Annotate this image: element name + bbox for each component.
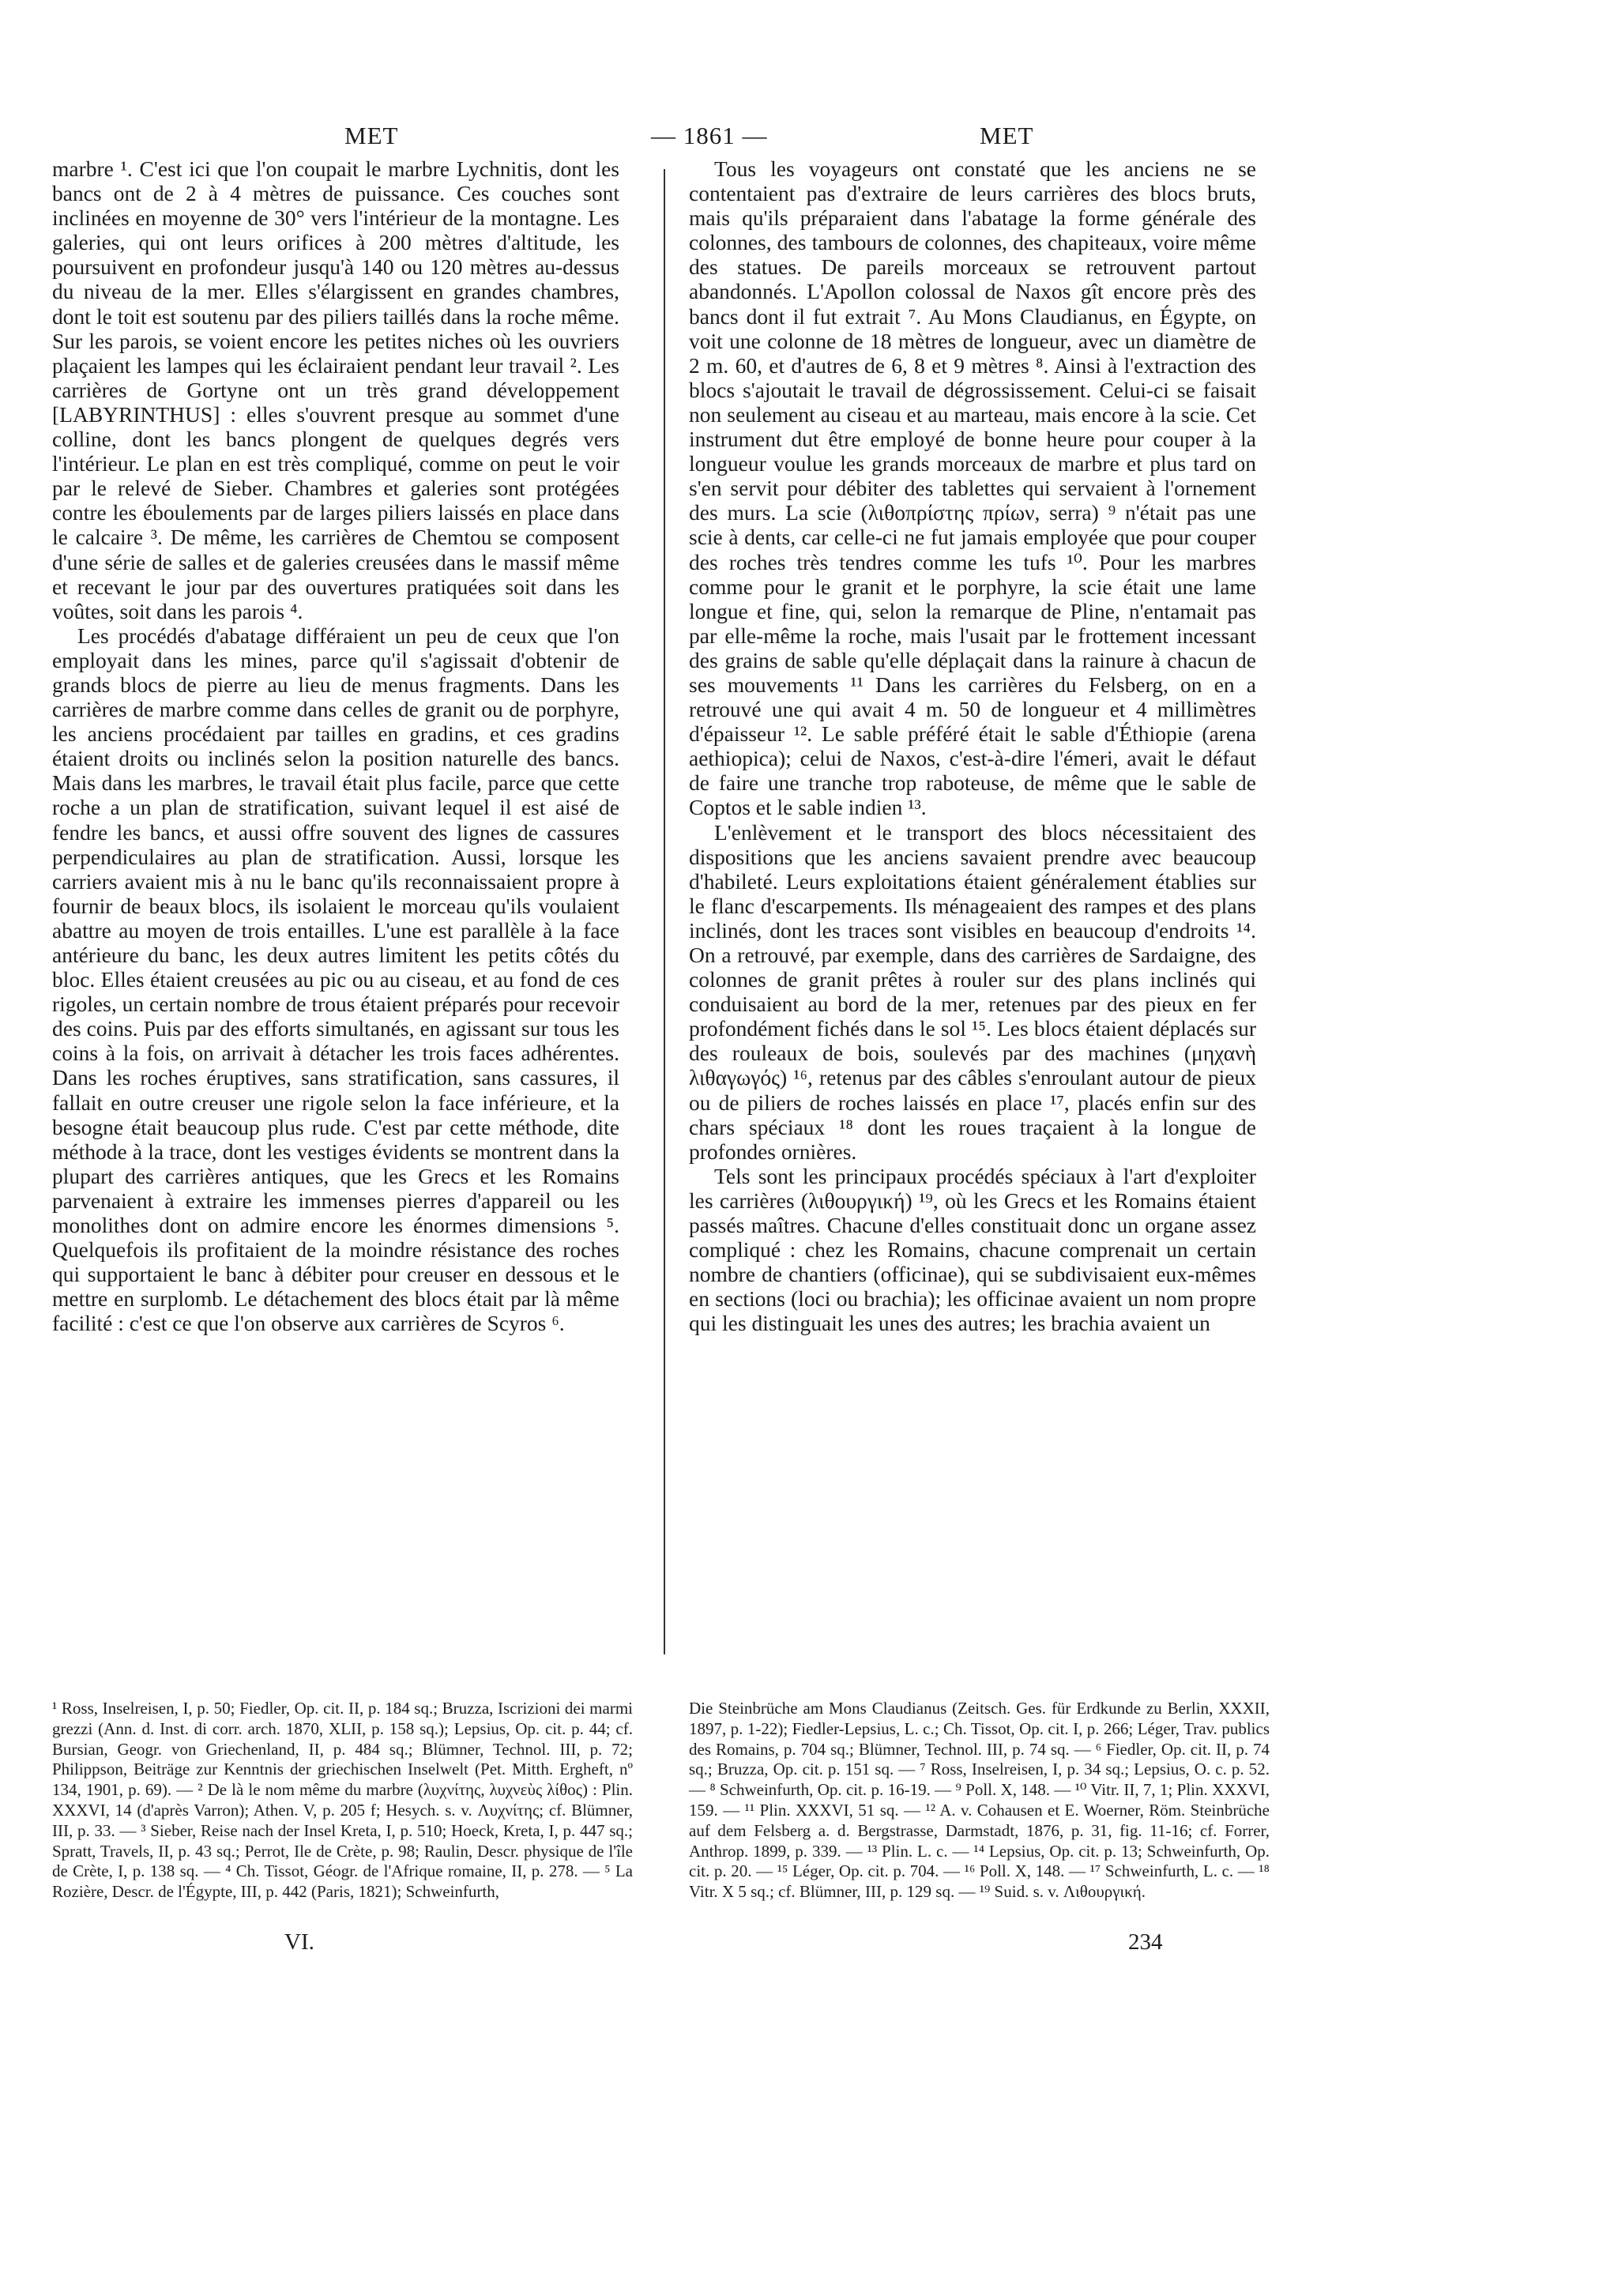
signature-mark: VI.	[284, 1929, 314, 1955]
running-header	[52, 122, 1267, 156]
right-paragraph-1: Tous les voyageurs ont constaté que les anciens ne se contentaient pas d'extraire de leurs carrières des blocs bruts, mais qu'ils préparaient dans l'abatage la forme générale des colonnes, des tambours de colonnes, des chapiteaux, voire même des statues. De pareils morceaux se retrouvent partout abandonnés. L'Apollon colossal de Naxos gît encore près des bancs dont il fut extrait ⁷. Au Mons Claudianus, en Égypte, on voit une colonne de 18 mètres de longueur, avec un diamètre de 2 m. 60, et d'autres de 6, 8 et 9 mètres ⁸. Ainsi à l'extraction des blocs s'ajoutait le travail de dégrossissement. Celui-ci se faisait non seulement au ciseau et au marteau, mais encore à la scie. Cet instrument dut être employé de bonne heure pour couper à la longueur voulue les grands morceaux de marbre et plus tard on s'en servit pour débiter des tablettes qui servaient à l'ornement des murs. La scie (λιθοπρίστης πρίων, serra) ⁹ n'était pas une scie à dents, car celle-ci ne fut jamais employée que pour couper des roches très tendres comme les tufs ¹⁰. Pour les marbres comme pour le granit et le porphyre, la scie était une lame longue et fine, qui, selon la remarque de Pline, n'entamait pas par elle-même la roche, mais l'usait par le frottement incessant des grains de sable qu'elle déplaçait dans la rainure à chacun de ses mouvements ¹¹ Dans les carrières du Felsberg, on en a retrouvé une qui avait 4 m. 50 de longueur et 4 millimètres d'épaisseur ¹². Le sable préféré était le sable d'Éthiopie (arena aethiopica); celui de Naxos, c'est-à-dire l'émeri, avait le défaut de faire une tranche trop raboteuse, de même que le sable de Coptos et le sable indien ¹³.	[689, 156, 1256, 820]
right-column	[689, 156, 1256, 1336]
footnotes-right: Die Steinbrüche am Mons Claudianus (Zeitsch. Ges. für Erdkunde zu Berlin, XXXII, 1897, p. 1-22); Fiedler-Lepsius, L. c.; Ch. Tissot, Op. cit. I, p. 266; Léger, Trav. publics des Romains, p. 704 sq.; Blümner, Technol. III, p. 74 sq. — ⁶ Fiedler, Op. cit. II, p. 74 sq.; Bruzza, Op. cit. p. 151 sq. — ⁷ Ross, Inselreisen, I, p. 34 sq.; Lepsius, O. c. p. 52. — ⁸ Schweinfurth, Op. cit. p. 16-19. — ⁹ Poll. X, 148. — ¹⁰ Vitr. II, 7, 1; Plin. XXXVI, 159. — ¹¹ Plin. XXXVI, 51 sq. — ¹² A. v. Cohausen et E. Woerner, Röm. Steinbrüche auf dem Felsberg a. d. Bergstrasse, Darmstadt, 1876, p. 31, fig. 11-16; cf. Forrer, Anthrop. 1899, p. 339. — ¹³ Plin. L. c. — ¹⁴ Lepsius, Op. cit. p. 13; Schweinfurth, Op. cit. p. 20. — ¹⁵ Léger, Op. cit. p. 704. — ¹⁶ Poll. X, 148. — ¹⁷ Schweinfurth, L. c. — ¹⁸ Vitr. X 5 sq.; cf. Blümner, III, p. 129 sq. — ¹⁹ Suid. s. v. Λιθουργική.	[689, 1699, 1270, 1902]
header-right-title: MET	[980, 122, 1034, 149]
right-paragraph-2: L'enlèvement et le transport des blocs nécessitaient des dispositions que les anciens savaient prendre avec beaucoup d'habileté. Leurs exploitations étaient généralement établies sur le flanc d'escarpements. Ils ménageaient des rampes et des plans inclinés, dont les traces sont visibles en beaucoup d'endroits ¹⁴. On a retrouvé, par exemple, dans des carrières de Sardaigne, des colonnes de granit prêtes à rouler sur des plans inclinés qui conduisaient au bord de la mer, retenues par des pieux en fer profondément fichés dans le sol ¹⁵. Les blocs étaient déplacés sur des rouleaux de bois, soulevés par des machines (μηχανὴ λιθαγωγός) ¹⁶, retenus par des câbles s'enroulant autour de pieux ou de piliers de roches laissés en place ¹⁷, placés enfin sur des chars spéciaux ¹⁸ dont les roues traçaient à la longue de profondes ornières.	[689, 819, 1256, 1164]
right-paragraph-3: Tels sont les principaux procédés spéciaux à l'art d'exploiter les carrières (λιθουργική) ¹⁹, où les Grecs et les Romains étaient passés maîtres. Chacune d'elles constituait donc un organe assez compliqué : chez les Romains, chacune comprenait un certain nombre de chantiers (officinae), qui se subdivisaient eux-mêmes en sections (loci ou brachia); les officinae avaient un nom propre qui les distinguait les unes des autres; les brachia avaient un	[689, 1163, 1256, 1336]
left-paragraph-2: Les procédés d'abatage différaient un peu de ceux que l'on employait dans les mines, parce qu'il s'agissait d'obtenir de grands blocs de pierre au lieu de menus fragments. Dans les carrières de marbre comme dans celles de granit ou de porphyre, les anciens procédaient par tailles en gradins, et ces gradins étaient droits ou inclinés selon la position naturelle des bancs. Mais dans les marbres, le travail était plus facile, parce que cette roche a un plan de stratification, suivant lequel il est aisé de fendre les bancs, et aussi offre souvent des lignes de cassures perpendiculaires au plan de stratification. Aussi, lorsque les carriers avaient mis à nu le banc qu'ils reconnaissaient propre à fournir de beaux blocs, ils isolaient le morceau qu'ils voulaient abattre au moyen de trois entailles. L'une est parallèle à la face antérieure du banc, les deux autres limitent les petits côtés du bloc. Elles étaient creusées au pic ou au ciseau, et au fond de ces rigoles, un certain nombre de trous étaient préparés pour recevoir des coins. Puis par des efforts simultanés, en agissant sur tous les coins à la fois, on arrivait à détacher les trois faces adhérentes. Dans les roches éruptives, sans stratification, sans cassures, il fallait en outre creuser une rigole selon la face inférieure, et la besogne était beaucoup plus rude. C'est par cette méthode, dite méthode à la trace, dont les vestiges évidents se montrent dans la plupart des carrières antiques, que les Grecs et les Romains parvenaient à extraire les immenses pierres d'appareil ou les monolithes dont on admire encore les énormes dimensions ⁵. Quelquefois ils profitaient de la moindre résistance des roches qui supportaient le banc à débiter pour creuser en dessous et le mettre en surplomb. Le détachement des blocs était par là même facilité : c'est ce que l'on observe aux carrières de Scyros ⁶.	[52, 623, 619, 1336]
footnotes-left: ¹ Ross, Inselreisen, I, p. 50; Fiedler, Op. cit. II, p. 184 sq.; Bruzza, Iscrizioni dei marmi grezzi (Ann. d. Inst. di corr. arch. 1870, XLII, p. 158 sq.); Lepsius, Op. cit. p. 44; cf. Bursian, Geogr. von Griechenland, II, p. 484 sq.; Blümner, Technol. III, p. 72; Philippson, Beiträge zur Kenntnis der griechischen Inselwelt (Pet. Mitth. Ergheft, nº 134, 1901, p. 69). — ² De là le nom même du marbre (λυχνίτης, λυχνεὺς λίθος) : Plin. XXXVI, 14 (d'après Varron); Athen. V, p. 205 f; Hesych. s. v. Λυχνίτης; cf. Blümner, III, p. 33. — ³ Sieber, Reise nach der Insel Kreta, I, p. 510; Hoeck, Kreta, I, p. 447 sq.; Spratt, Travels, II, p. 43 sq.; Perrot, Ile de Crète, p. 98; Raulin, Descr. physique de l'île de Crète, I, p. 138 sq. — ⁴ Ch. Tissot, Géogr. de l'Afrique romaine, II, p. 278. — ⁵ La Rozière, Descr. de l'Égypte, III, p. 442 (Paris, 1821); Schweinfurth,	[52, 1699, 633, 1902]
left-column	[52, 156, 619, 1336]
header-left-title: MET	[344, 122, 399, 149]
left-paragraph-1: marbre ¹. C'est ici que l'on coupait le marbre Lychnitis, dont les bancs ont de 2 à 4 mètres de puissance. Ces couches sont inclinées en moyenne de 30° vers l'intérieur de la montagne. Les galeries, qui ont leurs orifices à 200 mètres d'altitude, les poursuivent en profondeur jusqu'à 140 ou 120 mètres au-dessus du niveau de la mer. Elles s'élargissent en grandes chambres, dont le toit est soutenu par des piliers taillés dans la roche même. Sur les parois, se voient encore les petites niches où les ouvriers plaçaient les lampes qui les éclairaient pendant leur travail ². Les carrières de Gortyne ont un très grand développement [LABYRINTHUS] : elles s'ouvrent presque au sommet d'une colline, dont les bancs plongent de quelques degrés vers l'intérieur. Le plan en est très compliqué, comme on peut le voir par le relevé de Sieber. Chambres et galeries sont protégées contre les éboulements par de larges piliers laissés en place dans le calcaire ³. De même, les carrières de Chemtou se composent d'une série de salles et de galeries creusées dans le massif même et recevant le jour par des ouvertures pratiquées soit dans les voûtes, soit dans les parois ⁴.	[52, 156, 619, 623]
sheet-number: 234	[1128, 1929, 1163, 1955]
column-divider	[664, 169, 665, 1654]
page-number: — 1861 —	[651, 122, 768, 149]
